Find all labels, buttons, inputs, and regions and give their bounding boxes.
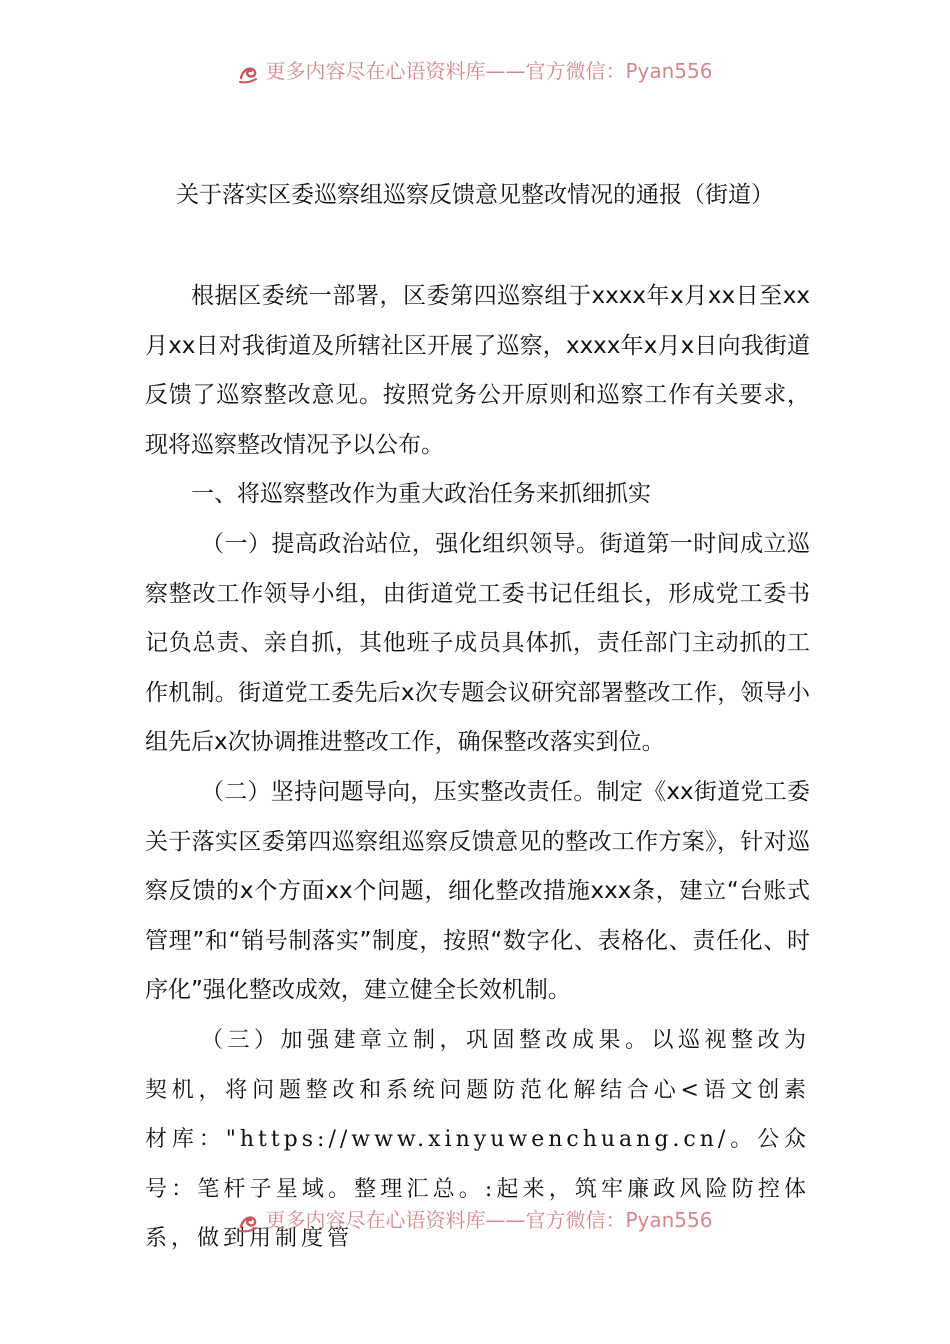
watermark-header	[0, 54, 950, 84]
document-body	[145, 272, 810, 1264]
section-heading-1: 一、将巡察整改作为重大政治任务来抓细抓实	[191, 481, 651, 508]
swirl-logo-icon	[237, 62, 259, 84]
swirl-logo-icon	[237, 1211, 259, 1233]
paragraph-item-1: （一）提高政治站位，强化组织领导。街道第一时间成立巡察整改工作领导小组，由街道党工委书记任组长，形成党工委书记负总责、亲自抓，其他班子成员具体抓，责任部门主动抓的工作机制。街道党工委先后x次专题会议研究部署整改工作，领导小组先后x次协调推进整改工作，确保整改落实到位。	[145, 530, 810, 756]
watermark-footer	[0, 1203, 950, 1233]
document-title: 关于落实区委巡察组巡察反馈意见整改情况的通报（街道）	[176, 182, 774, 208]
watermark-text: 更多内容尽在心语资料库——官方微信：Pyan556	[265, 59, 713, 83]
paragraph-item-3: （三）加强建章立制，巩固整改成果。以巡视整改为契机，将问题整改和系统问题防范化解结合心<语文创素材库："https://www.xinyuwenchuang.cn/。公众号：笔杆子星域。整理汇总。:起来，筑牢廉政风险防控体系，做到用制度管	[145, 1027, 810, 1252]
watermark-text: 更多内容尽在心语资料库——官方微信：Pyan556	[265, 1208, 713, 1232]
paragraph-intro: 根据区委统一部署，区委第四巡察组于xxxx年x月xx日至xx月xx日对我街道及所辖社区开展了巡察，xxxx年x月x日向我街道反馈了巡察整改意见。按照党务公开原则和巡察工作有关要求，现将巡察整改情况予以公布。	[145, 283, 810, 458]
paragraph-item-2: （二）坚持问题导向，压实整改责任。制定《xx街道党工委关于落实区委第四巡察组巡察反馈意见的整改工作方案》，针对巡察反馈的x个方面xx个问题，细化整改措施xxx条，建立“台账式管理”和“销号制落实”制度，按照“数字化、表格化、责任化、时序化”强化整改成效，建立健全长效机制。	[145, 778, 810, 1004]
